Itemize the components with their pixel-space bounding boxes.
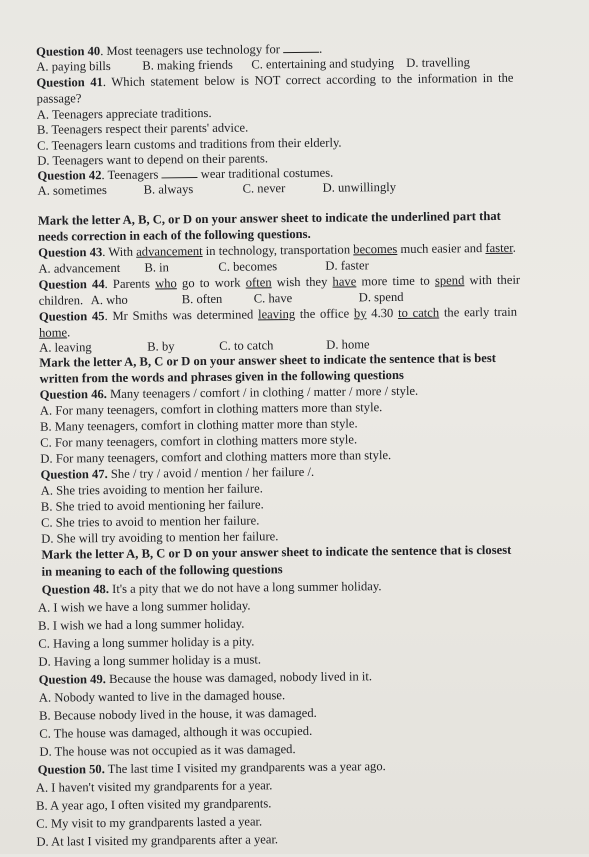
option-c: C. to catch [219, 338, 274, 353]
question-45-stem-cont: home. [38, 325, 71, 340]
question-44-number: Question 44 [38, 277, 105, 292]
option-c: C. Having a long summer holiday is a pity. [38, 634, 255, 651]
option-b: B. in [144, 260, 169, 275]
option-a: A. I haven't visited my grandparents for a year. [35, 778, 273, 795]
option-a: A. paying bills [36, 58, 111, 74]
answer-blank [283, 42, 319, 53]
option-a: A. Nobody wanted to live in the damaged house. [38, 688, 286, 705]
option-c: C. My visit to my grandparents lasted a year. [36, 814, 263, 831]
option-c: C. Teenagers learn customs and traditions from their elderly. [37, 135, 342, 153]
option-a: A. For many teenagers, comfort in clothing matters more than style. [39, 400, 383, 418]
question-41-stem: Question 41. Which statement below is NOT correct according to the information in the [36, 70, 514, 90]
option-a: A. who [90, 292, 128, 308]
option-a: A. Teenagers appreciate traditions. [36, 105, 212, 122]
question-47-number: Question 47. [40, 467, 108, 482]
section-instruction-3: Mark the letter A, B, C or D on your answer sheet to indicate the sentence that is closest [41, 542, 512, 562]
question-46-stem: Question 46. Many teenagers / comfort / in clothing / matter / more / style. [39, 383, 419, 402]
question-47-stem: Question 47. She / try / avoid / mention / her failure /. [40, 464, 315, 482]
option-d: D. unwillingly [322, 179, 397, 195]
question-40-number: Question 40 [36, 44, 101, 59]
option-c: C. The house was damaged, although it was occupied. [39, 723, 313, 741]
question-43-stem: Question 43. With advancement in technology, transportation becomes much easier and faster. [38, 240, 516, 260]
question-48-stem: Question 48. It's a pity that we do not have a long summer holiday. [41, 579, 382, 597]
question-41-number: Question 41 [36, 75, 103, 90]
question-48-number: Question 48. [41, 582, 110, 597]
option-c: C. She tries to avoid to mention her failure. [40, 513, 260, 530]
option-b: B. I wish we had a long summer holiday. [38, 616, 245, 633]
question-42-stem: Question 42. Teenagers wear traditional costumes. [37, 165, 334, 183]
question-43-number: Question 43 [38, 245, 103, 260]
option-c: C. never [242, 181, 286, 196]
question-40-stem: Question 40. Most teenagers use technology for . [36, 41, 323, 59]
option-d: D. Teenagers want to depend on their parents. [37, 151, 269, 168]
option-d: D. home [326, 337, 370, 352]
exam-page: Question 40. Most teenagers use technology for . A. paying bills B. making friends C. entertaining and studying D. travelling Question 41. Which statement below is NOT correct according to the information in the passage? A. Teenagers appreciate traditions. B. Teenagers respect their parents' advice. C. Teenagers learn customs and traditions from their elderly. D. Teenagers want to depend on their parents. Question 42. Teenagers wear traditional costumes. A. sometimes B. always C. never D. unwillingly Mark the letter A, B, C, or D on your answer sheet to indicate the underlined part that needs correction in each of the following questions. Question 43. With advancement in technology, transportation becomes much easier and faster. A. advancement B. in C. becomes D. faster Question 44. Parents who go to work often wish they have more time to spend with their children. A. who B. often C. have D. spend Question 45. Mr Smiths was determined leaving the office by 4.30 to catch the early train home. A. leaving B. by C. to catch D. home Mark the letter A, B, C or D on your answer sheet to indicate the sentence that is best written from the words and phrases given in the following questions Question 46. Many teenagers / comfort / in clothing / matter / more / style. A. For many teenagers, comfort in clothing matters more than style. B. Many teenagers, comfort in clothing matter more than style. C. For many teenagers, comfort in clothing matters more style. D. For many teenagers, comfort and clothing matters more than style. Question 47. She / try / avoid / mention / her failure /. A. She tries avoiding to mention her failure. B. She tried to avoid mentioning her failure. C. She tries to avoid to mention her failure. D. She will try avoiding to mention her failure. Mark the letter A, B, C or D on your answer sheet to indicate the sentence that is closest in meaning to each of the following questions Question 48. It's a pity that we do not have a long summer holiday. A. I wish we have a long summer holiday. B. I wish we had a long summer holiday. C. Having a long summer holiday is a pity. D. Having a long summer holiday is a must. Question 49. Because the house was damaged, nobody lived in it. A. Nobody wanted to live in the damaged house. B. Because nobody lived in the house, it was damaged. C. The house was damaged, although it was occupied. D. The house was not occupied as it was damaged. Question 50. The last time I visited my grandparents was a year ago. A. I haven't visited my grandparents for a year. B. A year ago, I often visited my grandparents. C. My visit to my grandparents lasted a year. D. At last I visited my grandparents after a year. [35, 41, 521, 849]
option-b: B. by [147, 339, 175, 354]
question-45-number: Question 45 [38, 309, 105, 324]
option-b: B. A year ago, I often visited my grandparents. [35, 796, 272, 813]
option-c: C. entertaining and studying [251, 55, 395, 72]
question-45-stem: Question 45. Mr Smiths was determined leaving the office by 4.30 to catch the early train [38, 304, 518, 324]
answer-blank [161, 167, 197, 178]
section-instruction-1-cont: needs correction in each of the following questions. [37, 226, 311, 244]
option-d: D. For many teenagers, comfort and clothing matters more than style. [40, 448, 392, 466]
question-44-stem: Question 44. Parents who go to work often wish they have more time to spend with their [38, 272, 521, 292]
question-41-stem-cont: passage? [36, 91, 82, 106]
section-instruction-2: Mark the letter A, B, C or D on your answer sheet to indicate the sentence that is best [39, 350, 497, 370]
option-b: B. making friends [142, 57, 233, 73]
option-b: B. often [181, 291, 223, 307]
question-50-number: Question 50. [37, 762, 105, 777]
option-b: B. Because nobody lived in the house, it was damaged. [39, 705, 317, 723]
question-50-stem: Question 50. The last time I visited my grandparents was a year ago. [37, 759, 386, 777]
section-instruction-2-cont: written from the words and phrases given in the following questions [39, 367, 404, 386]
option-c: C. have [253, 291, 293, 306]
question-49-stem: Question 49. Because the house was damaged, nobody lived in it. [38, 669, 373, 687]
option-d: D. Having a long summer holiday is a must. [38, 652, 262, 669]
option-d: D. The house was not occupied as it was damaged. [39, 742, 296, 759]
option-a: A. She tries avoiding to mention her failure. [40, 481, 263, 498]
option-b: B. Many teenagers, comfort in clothing matter more than style. [39, 416, 358, 434]
question-49-number: Question 49. [38, 672, 106, 687]
question-46-number: Question 46. [39, 387, 107, 402]
option-d: D. faster [325, 258, 369, 273]
option-b: B. Teenagers respect their parents' advice. [36, 120, 249, 137]
option-d: D. spend [358, 289, 404, 305]
option-b: B. She tried to avoid mentioning her failure. [40, 497, 264, 514]
option-c: C. becomes [218, 259, 278, 274]
option-d: D. travelling [406, 55, 470, 70]
option-a: A. leaving [39, 340, 92, 355]
section-instruction-1: Mark the letter A, B, C, or D on your answer sheet to indicate the underlined part that [37, 208, 501, 228]
option-d: D. At last I visited my grandparents after a year. [36, 832, 279, 849]
option-a: A. I wish we have a long summer holiday. [37, 598, 251, 615]
option-c: C. For many teenagers, comfort in clothing matters more style. [40, 432, 358, 450]
option-d: D. She will try avoiding to mention her failure. [41, 529, 279, 546]
question-42-number: Question 42 [37, 168, 102, 183]
option-a: A. sometimes [37, 183, 107, 198]
option-a: A. advancement [38, 260, 121, 276]
section-instruction-3-cont: in meaning to each of the following questions [41, 562, 283, 579]
option-b: B. always [143, 182, 194, 197]
